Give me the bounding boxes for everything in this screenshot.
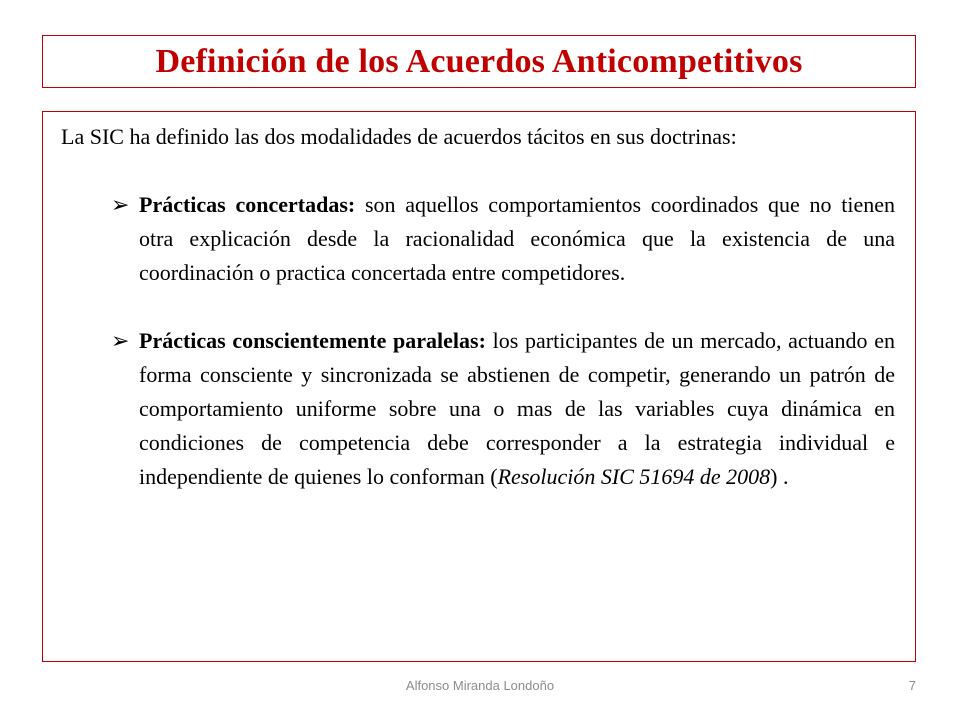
bullet-item-paralelas (61, 324, 897, 494)
footer-author: Alfonso Miranda Londoño (405, 678, 555, 693)
arrow-bullet-icon: ➢ (111, 328, 130, 353)
intro-paragraph: La SIC ha definido las dos modalidades de acuerdos tácitos en sus doctrinas: (61, 124, 737, 149)
bullet-definition: los participantes de un mercado, actuando en forma consciente y sincronizada se abstienen de competir, generando un patrón de comportamiento uniforme sobre una o mas de las variables cuya dinámica en condiciones de competencia debe corresponder a la estrategia individual e independiente de quienes lo conforman ( (139, 328, 895, 489)
bullet-citation: Resolución SIC 51694 de 2008 (497, 464, 771, 489)
content-frame (42, 111, 916, 662)
arrow-bullet-icon: ➢ (111, 192, 130, 217)
bullet-definition: son aquellos comportamientos coordinados que no tienen otra explicación desde la racionalidad económica que la existencia de una coordinación o practica concertada entre competidores. (139, 192, 895, 285)
bullet-text (139, 188, 895, 290)
slide-title: Definición de los Acuerdos Anticompetitivos (155, 42, 803, 80)
page-number: 7 (908, 678, 916, 693)
bullet-term: Prácticas conscientemente paralelas: (139, 328, 486, 353)
bullet-closing: ) . (770, 464, 789, 489)
bullet-item-concertadas (61, 188, 897, 290)
title-frame (42, 35, 916, 88)
bullet-text (139, 324, 895, 494)
bullet-term: Prácticas concertadas: (139, 192, 356, 217)
